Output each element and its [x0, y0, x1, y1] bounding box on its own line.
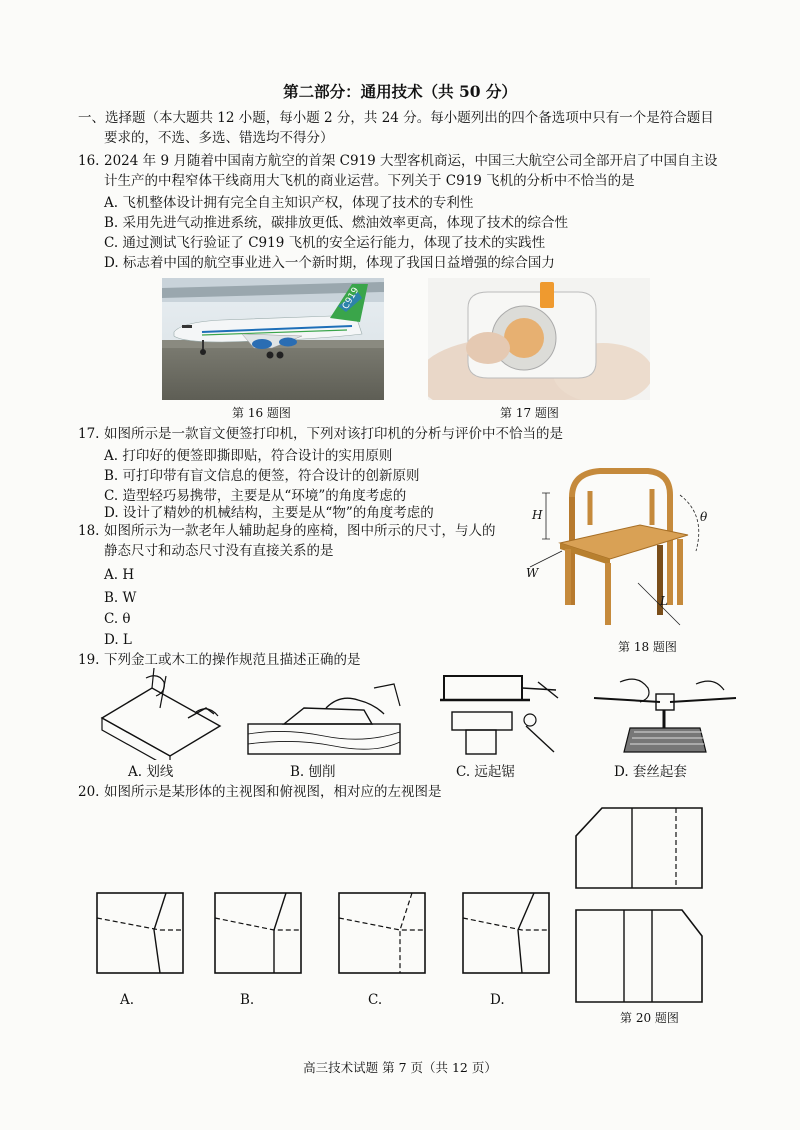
q17-option-b[interactable]: B. 可打印带有盲文信息的便签，符合设计的创新原则 [104, 468, 420, 484]
q20-stem: 如图所示是某形体的主视图和俯视图，相对应的左视图是 [104, 784, 442, 800]
q19-number: 19. [78, 652, 100, 668]
q18-option-a[interactable]: A. H [104, 567, 135, 583]
q20-option-a-figure[interactable] [96, 892, 184, 974]
q16-figure-caption: 第 16 题图 [232, 406, 291, 420]
q17-option-a[interactable]: A. 打印好的便签即撕即贴，符合设计的实用原则 [104, 448, 393, 464]
q17-stem: 如图所示是一款盲文便签打印机，下列对该打印机的分析与评价中不恰当的是 [104, 426, 563, 442]
q16-option-a[interactable]: A. 飞机整体设计拥有完全自主知识产权，体现了技术的专利性 [104, 195, 474, 211]
q20-given-views [572, 806, 712, 1004]
q19-stem: 下列金工或木工的操作规范且描述正确的是 [104, 652, 361, 668]
q18-dim-w: W [526, 566, 539, 580]
q18-option-c[interactable]: C. θ [104, 611, 131, 627]
q19-planing-figure [244, 680, 404, 760]
q18-chair-figure [520, 455, 730, 635]
section-instruction-line2: 要求的，不选、多选、错选均不得分） [104, 130, 334, 146]
q20-option-d-label[interactable]: D. [490, 992, 505, 1008]
q18-stem-line2: 静态尺寸和动态尺寸没有直接关系的是 [104, 543, 334, 559]
q16-airplane-photo [162, 278, 384, 400]
q18-dim-theta: θ [700, 510, 708, 524]
q18-figure-caption: 第 18 题图 [618, 640, 677, 654]
section-instruction-line1: 一、选择题（本大题共 12 小题，每小题 2 分，共 24 分。每小题列出的四个备选项中只有一个是符合题目 [78, 110, 714, 126]
q19-threading-figure [590, 668, 740, 760]
q16-option-d[interactable]: D. 标志着中国的航空事业进入一个新时期，体现了我国日益增强的综合国力 [104, 255, 555, 271]
q20-option-c-figure[interactable] [338, 892, 426, 974]
q20-option-b-figure[interactable] [214, 892, 302, 974]
q20-option-c-label[interactable]: C. [368, 992, 383, 1008]
q18-option-d[interactable]: D. L [104, 632, 132, 648]
q17-option-c[interactable]: C. 造型轻巧易携带，主要是从“环境”的角度考虑的 [104, 488, 407, 504]
q19-option-c[interactable]: C. 远起锯 [456, 764, 515, 780]
q18-dim-l: L [660, 594, 668, 608]
q19-option-d[interactable]: D. 套丝起套 [614, 764, 687, 780]
q16-option-c[interactable]: C. 通过测试飞行验证了 C919 飞机的安全运行能力，体现了技术的实践性 [104, 235, 546, 251]
q17-figure-caption: 第 17 题图 [500, 406, 559, 420]
q16-stem-line2: 计生产的中程窄体干线商用大飞机的商业运营。下列关于 C919 飞机的分析中不恰当的是 [104, 173, 635, 189]
q19-option-a[interactable]: A. 划线 [128, 764, 174, 780]
q17-printer-photo [428, 278, 650, 400]
q17-option-d[interactable]: D. 设计了精妙的机械结构，主要是从“物”的角度考虑的 [104, 505, 434, 521]
q19-option-b[interactable]: B. 刨削 [290, 764, 336, 780]
q18-number: 18. [78, 523, 100, 539]
q20-figure-caption: 第 20 题图 [620, 1011, 679, 1025]
section-title: 第二部分：通用技术（共 50 分） [283, 82, 517, 101]
q18-stem-line1: 如图所示为一款老年人辅助起身的座椅，图中所示的尺寸，与人的 [104, 523, 496, 539]
q19-scribing-figure [96, 668, 226, 760]
q20-option-a-label[interactable]: A. [120, 992, 135, 1008]
q20-option-b-label[interactable]: B. [240, 992, 255, 1008]
q16-tail-logo: C919 [340, 285, 362, 312]
q20-number: 20. [78, 784, 100, 800]
q20-option-d-figure[interactable] [462, 892, 550, 974]
q16-stem-line1: 2024 年 9 月随着中国南方航空的首架 C919 大型客机商运，中国三大航空公司全部开启了中国自主设 [104, 153, 718, 169]
q16-option-b[interactable]: B. 采用先进气动推进系统，碳排放更低、燃油效率更高，体现了技术的综合性 [104, 215, 569, 231]
q16-number: 16. [78, 153, 100, 169]
q18-dim-h: H [532, 508, 543, 522]
q19-sawing-figure [426, 668, 566, 760]
page-footer: 高三技术试题 第 7 页（共 12 页） [303, 1060, 497, 1075]
q17-number: 17. [78, 426, 100, 442]
q18-option-b[interactable]: B. W [104, 590, 137, 606]
